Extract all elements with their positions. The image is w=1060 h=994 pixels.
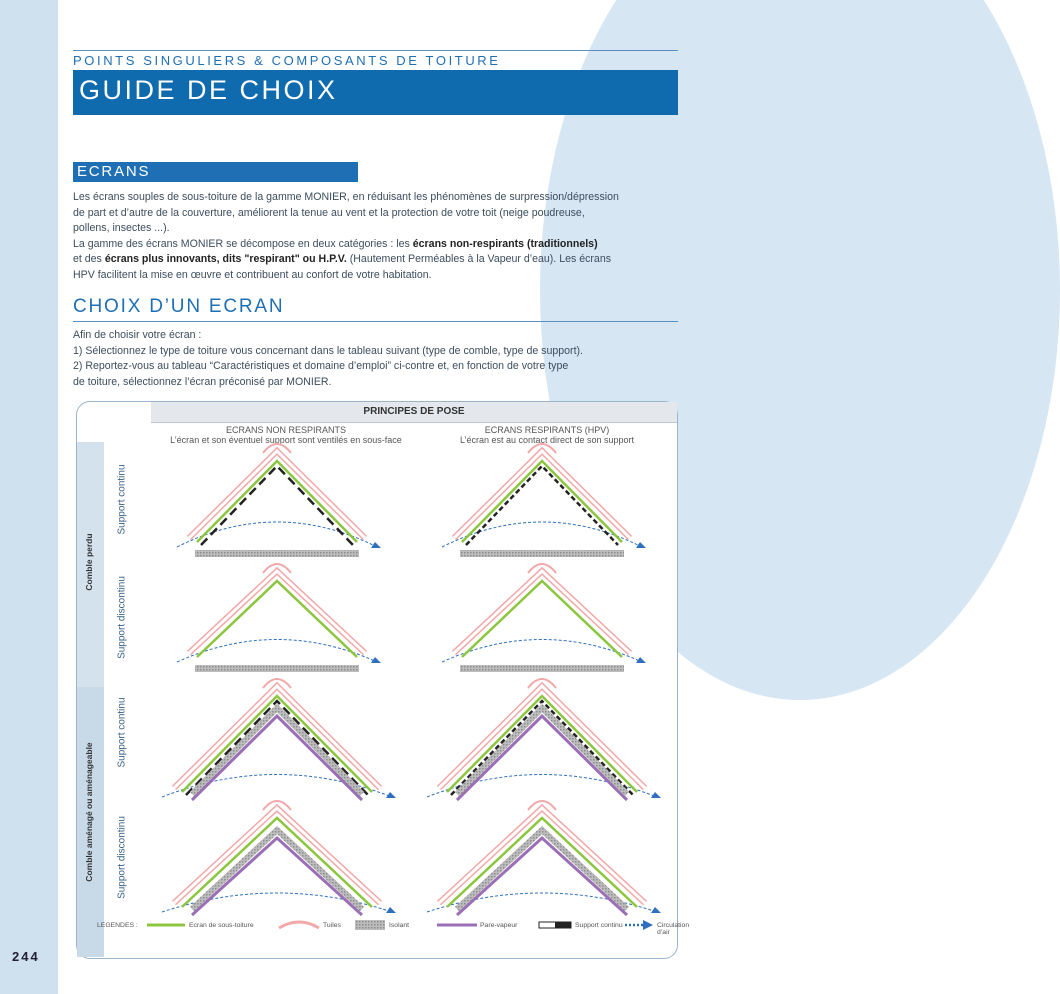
choix-rule — [73, 321, 678, 322]
insulation — [460, 550, 624, 557]
intro-line: La gamme des écrans MONIER se décompose en deux catégories : les écrans non-respirants (traditionnels) — [73, 237, 598, 250]
choix-line: Afin de choisir votre écran : — [73, 329, 202, 341]
bold-term: écrans plus innovants, dits "respirant" ou H.P.V. — [104, 253, 347, 266]
intro-line: pollens, insectes ...). — [73, 222, 170, 235]
legend-tuiles-swatch — [279, 922, 319, 928]
section-title: ECRANS — [77, 163, 151, 180]
row-label-2: Support discontinu — [116, 576, 128, 659]
insulation — [460, 665, 624, 672]
air-arrow — [386, 907, 396, 913]
vapour-barrier — [457, 716, 627, 800]
choix-paragraph — [73, 328, 673, 390]
col-title: ECRANS RESPIRANTS (HPV) — [484, 425, 610, 435]
screen-line — [197, 581, 357, 657]
insulation — [192, 830, 362, 909]
col-subtitle: L’écran est au contact direct de son support — [459, 435, 635, 445]
intro-line: HPV facilitent la mise en œuvre et contribuent au confort de votre habitation. — [73, 268, 432, 281]
screen-line — [462, 581, 622, 657]
legend-isolant: Isolant — [389, 922, 410, 929]
intro-line: de part et d’autre de la couverture, améliorent la tenue au vent et la protection de votre toit (neige poudreuse, — [73, 206, 585, 219]
vapour-barrier — [457, 838, 627, 915]
page-title-bar — [73, 70, 678, 115]
legend-pare-vapeur: Pare-vapeur — [480, 922, 518, 929]
row-label-3: Support continu — [116, 697, 128, 768]
row-label-1: Support continu — [116, 464, 128, 535]
air-arrow — [636, 542, 646, 548]
row-label-4: Support discontinu — [116, 816, 128, 899]
air-arrow — [651, 907, 661, 913]
diagrams — [77, 402, 677, 958]
insulation — [192, 708, 362, 794]
section-kicker: POINTS SINGULIERS & COMPOSANTS DE TOITURE — [73, 53, 501, 68]
principles-table — [76, 401, 690, 959]
roof-tiles-inner — [439, 808, 645, 903]
air-flow — [177, 522, 377, 547]
legend-ecran: Ecran de sous-toiture — [189, 922, 254, 929]
legend-title: LEGENDES : — [97, 922, 138, 929]
legend-tuiles: Tuiles — [323, 922, 341, 929]
section-title-bar — [73, 162, 358, 182]
roof-tiles-inner — [174, 808, 380, 903]
table-heading: PRINCIPES DE POSE — [363, 406, 465, 417]
air-flow — [442, 522, 642, 547]
choix-title: CHOIX D’UN ECRAN — [73, 296, 285, 317]
legend-isolant-swatch — [355, 920, 385, 930]
vapour-barrier — [192, 838, 362, 915]
choix-line: de toiture, sélectionnez l’écran préconisé par MONIER. — [73, 375, 332, 388]
group-label-comble-amenage: Comble aménagé ou aménageable — [84, 742, 94, 882]
roof-tiles — [174, 808, 380, 903]
bold-term: écrans non-respirants (traditionnels) — [412, 237, 598, 250]
roof-tiles — [439, 808, 645, 903]
air-flow — [177, 640, 377, 663]
intro-paragraph — [73, 190, 673, 284]
legend-support: Support continu — [575, 922, 623, 929]
insulation — [457, 830, 627, 909]
air-arrow — [371, 542, 381, 548]
legend-circulation: Circulation d’air — [657, 922, 690, 936]
group-label-comble-perdu: Comble perdu — [84, 533, 94, 591]
intro-line: Les écrans souples de sous-toiture de la gamme MONIER, en réduisant les phénomènes de surpression/dépression — [73, 191, 619, 203]
left-margin-band — [0, 0, 58, 994]
insulation — [195, 665, 359, 672]
choix-line: 2) Reportez-vous au tableau “Caractéristiques et domaine d’emploi” ci-contre et, en fonction de votre type — [73, 360, 569, 373]
page-title: GUIDE DE CHOIX — [79, 75, 338, 105]
vapour-barrier — [192, 716, 362, 800]
choix-line: 1) Sélectionnez le type de toiture vous concernant dans le tableau suivant (type de comble, type de support). — [73, 344, 583, 357]
insulation — [457, 708, 627, 794]
intro-line: et des écrans plus innovants, dits "respirant" ou H.P.V. (Hautement Perméables à la Vapeur d’eau). Les écrans — [73, 253, 612, 266]
col-subtitle: L’écran et son éventuel support sont ventilés en sous-face — [170, 435, 402, 445]
air-flow — [442, 640, 642, 663]
insulation — [195, 550, 359, 557]
col-title: ECRANS NON RESPIRANTS — [225, 425, 347, 435]
top-rule — [73, 50, 678, 51]
page-number: 244 — [12, 949, 40, 964]
